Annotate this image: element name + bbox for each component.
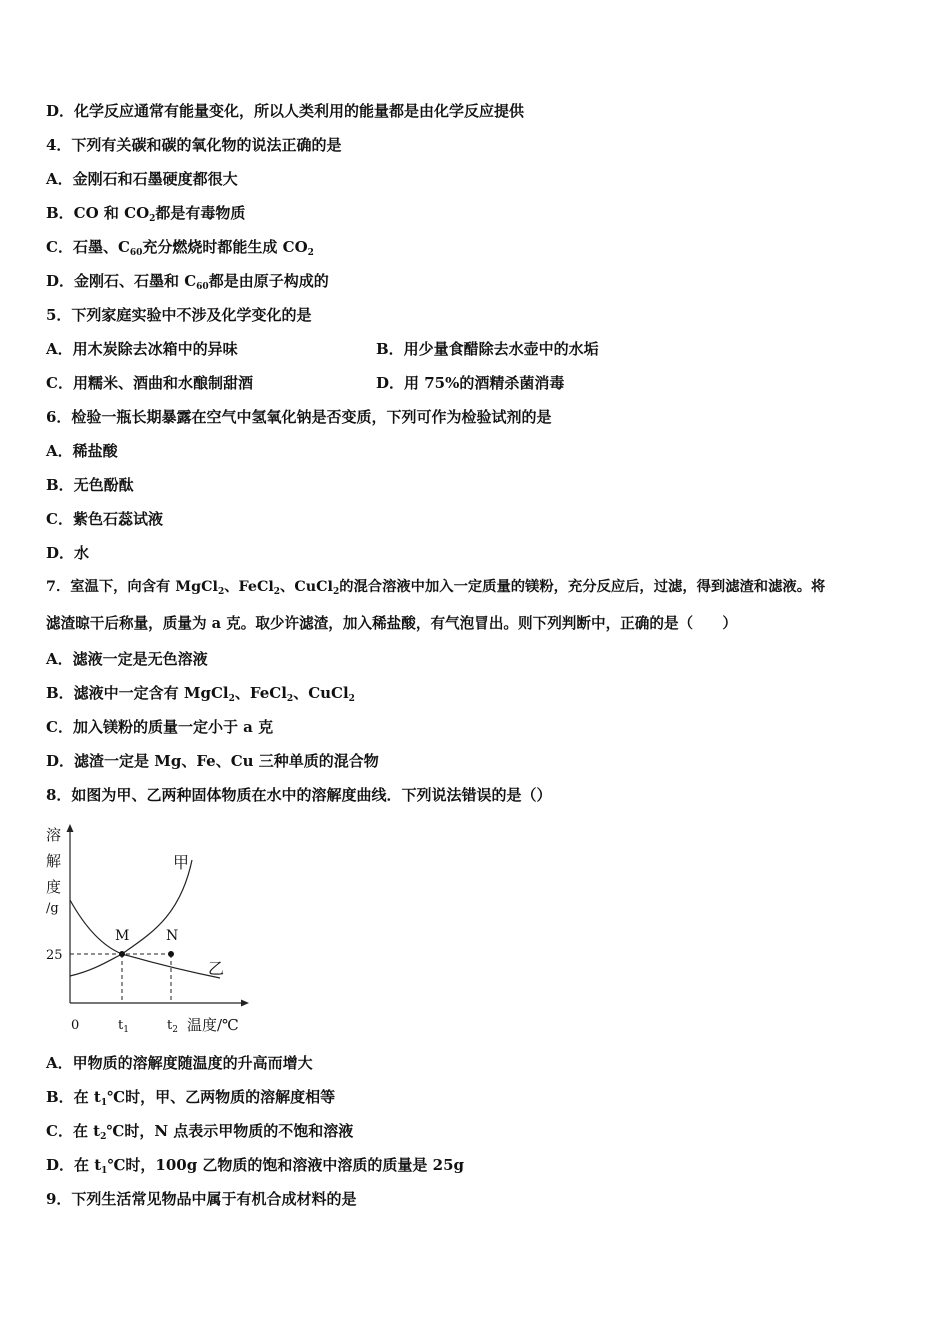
x-axis-arrow: [241, 1000, 249, 1007]
q3-option-d: D．化学反应通常有能量变化，所以人类利用的能量都是由化学反应提供: [46, 102, 525, 120]
q4-option-c: C．石墨、$C_{60}$充分燃烧时都能生成 $CO_2$: [46, 238, 314, 258]
y-axis-label-char: /g: [46, 901, 59, 916]
point-n: [168, 951, 174, 957]
series-yi-curve: [70, 900, 220, 978]
series-jia-label: 甲: [173, 853, 190, 872]
q7-option-a: A．滤液一定是无色溶液: [46, 650, 208, 668]
x-tick-label-t2: $t_2$: [167, 1018, 178, 1035]
q8-option-d: D．在 $t_1℃$时，100g 乙物质的饱和溶液中溶质的质量是 25g: [46, 1156, 465, 1176]
q9-stem: 9．下列生活常见物品中属于有机合成材料的是: [46, 1190, 357, 1208]
q6-option-a: A．稀盐酸: [46, 442, 118, 460]
q6-option-b: B．无色酚酞: [46, 476, 134, 494]
y-axis-label-char: 溶: [46, 826, 62, 844]
q5-option-b: B．用少量食醋除去水壶中的水垢: [376, 340, 599, 358]
q7-option-c: C．加入镁粉的质量一定小于 a 克: [46, 718, 274, 736]
x-tick-label-0: 0: [71, 1018, 80, 1033]
q5-option-c: C．用糯米、酒曲和水酿制甜酒: [46, 374, 253, 392]
q7-stem-line2: 滤渣晾干后称量，质量为 a 克。取少许滤渣，加入稀盐酸，有气泡冒出。则下列判断中，正确的是（ ）: [46, 615, 737, 632]
y-tick-label: 25: [46, 948, 63, 963]
y-axis-arrow: [67, 824, 74, 832]
q7-option-b: B．滤液中一定含有 MgCl$_2$、FeCl$_2$、CuCl$_2$: [46, 684, 355, 704]
q8-option-a: A．甲物质的溶解度随温度的升高而增大: [46, 1054, 313, 1072]
point-m: [119, 951, 125, 957]
q5-stem: 5．下列家庭实验中不涉及化学变化的是: [46, 306, 312, 324]
q7-stem-line1: 7．室温下，向含有 MgCl$_2$、FeCl$_2$、CuCl$_2$的混合溶液中加入一定质量的镁粉，充分反应后，过滤，得到滤渣和滤液。将: [46, 579, 826, 597]
q5-option-a: A．用木炭除去冰箱中的异味: [46, 340, 238, 358]
q8-option-c: C．在 $t_2℃$时，N 点表示甲物质的不饱和溶液: [46, 1122, 354, 1142]
q6-option-d: D．水: [46, 544, 90, 562]
q8-option-b: B．在 $t_1℃$时，甲、乙两物质的溶解度相等: [46, 1088, 336, 1108]
solubility-chart: [40, 822, 260, 1042]
q4-stem: 4．下列有关碳和碳的氧化物的说法正确的是: [46, 136, 342, 154]
y-axis-label-char: 解: [46, 852, 62, 870]
point-m-label: M: [115, 928, 130, 944]
q6-option-c: C．紫色石蕊试液: [46, 510, 163, 528]
q6-stem: 6．检验一瓶长期暴露在空气中氢氧化钠是否变质，下列可作为检验试剂的是: [46, 408, 552, 426]
q7-option-d: D．滤渣一定是 Mg、Fe、Cu 三种单质的混合物: [46, 752, 379, 770]
y-axis-label-char: 度: [46, 878, 62, 896]
series-yi-label: 乙: [208, 959, 225, 978]
x-axis-label: 温度/℃: [187, 1016, 239, 1034]
q4-option-b: B．CO 和 $CO_2$都是有毒物质: [46, 204, 246, 224]
q4-option-d: D．金刚石、石墨和 $C_{60}$都是由原子构成的: [46, 272, 329, 292]
x-tick-label-t1: $t_1$: [118, 1018, 129, 1035]
q8-stem: 8．如图为甲、乙两种固体物质在水中的溶解度曲线．下列说法错误的是（）: [46, 786, 552, 804]
point-n-label: N: [166, 928, 179, 944]
q4-option-a: A．金刚石和石墨硬度都很大: [46, 170, 238, 188]
q5-option-d: D．用 75%的酒精杀菌消毒: [376, 374, 565, 392]
series-jia-curve: [70, 860, 192, 976]
